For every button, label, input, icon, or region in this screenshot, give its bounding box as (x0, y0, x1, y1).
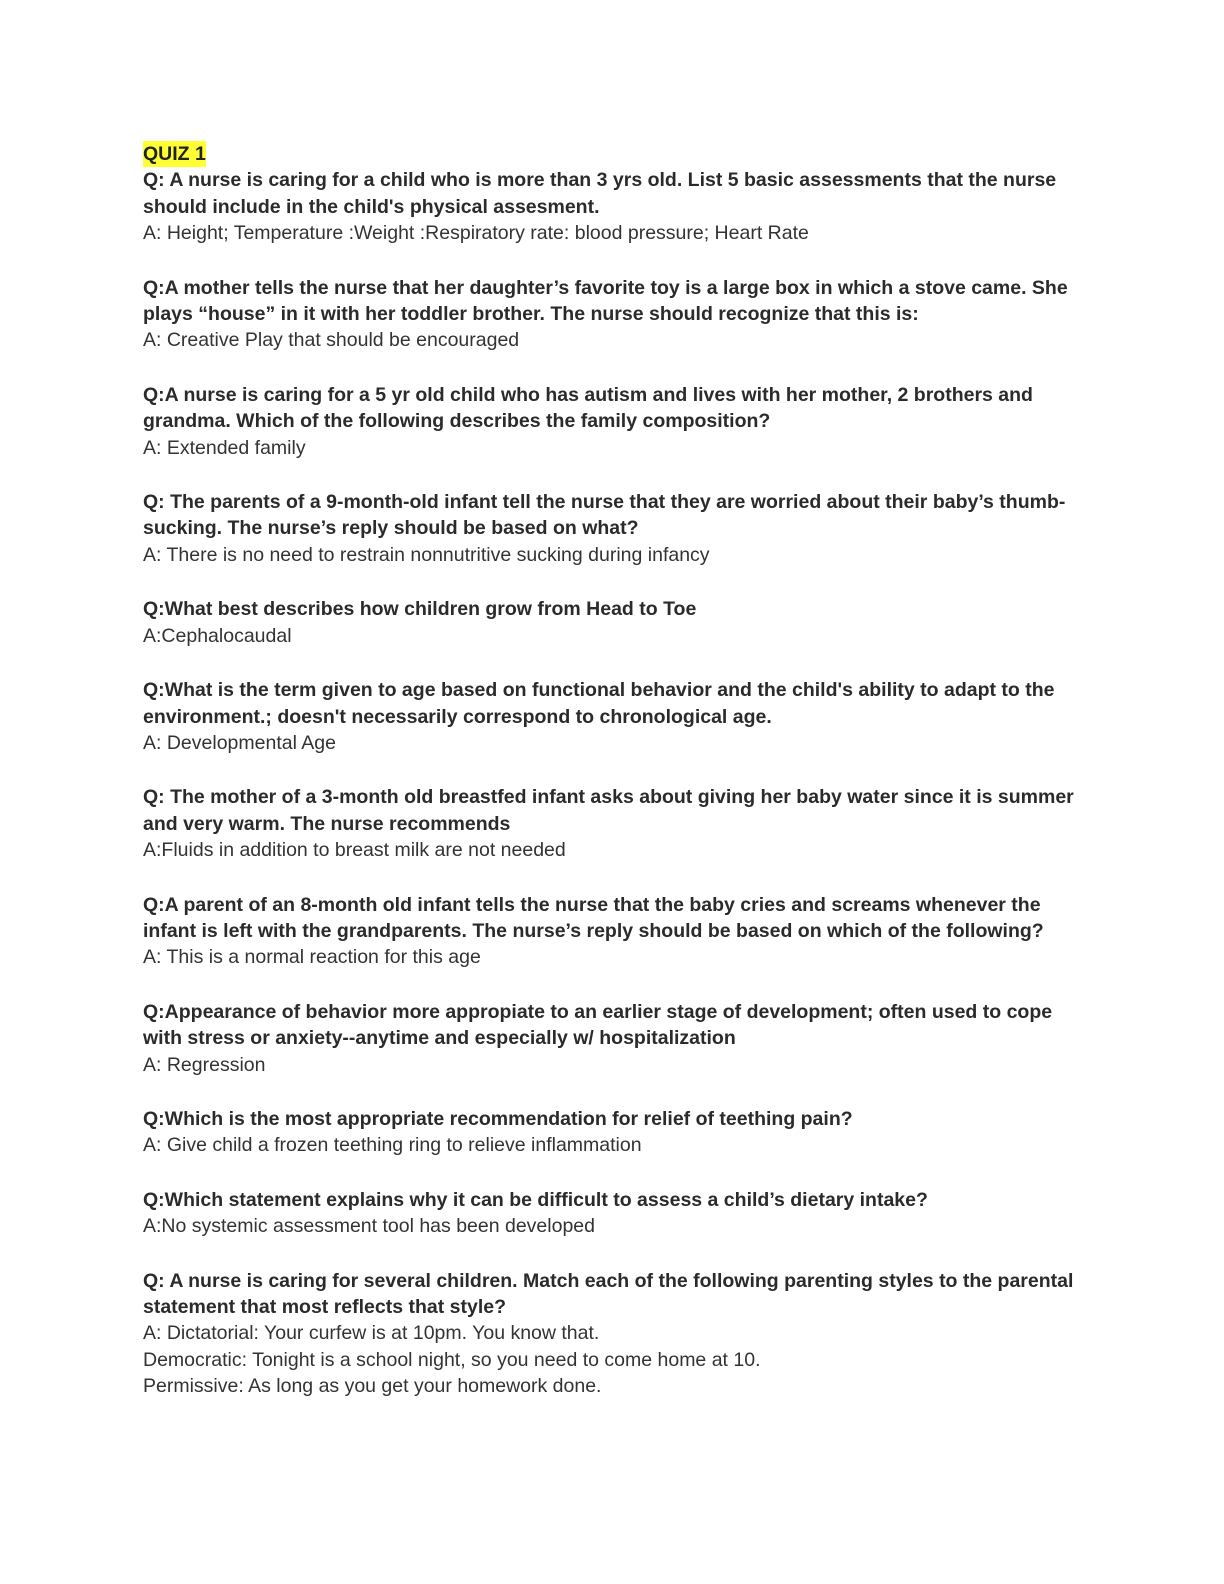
qa-item-6 (143, 677, 1083, 756)
question-text: Q:A mother tells the nurse that her daughter’s favorite toy is a large box in which a stove came. She plays “house” in it with her toddler brother. The nurse should recognize that this is: (143, 276, 1068, 326)
answer-text: A: Extended family (143, 436, 306, 459)
question-text: Q:Which is the most appropriate recommendation for relief of teething pain? (143, 1107, 853, 1130)
quiz-title-highlight: QUIZ 1 (143, 141, 206, 167)
question-text: Q:Which statement explains why it can be difficult to assess a child’s dietary intake? (143, 1188, 928, 1211)
question-text: Q:Appearance of behavior more appropiate to an earlier stage of development; often used to cope with stress or anxiety--anytime and especially w/ hospitalization (143, 1000, 1053, 1050)
qa-item-8 (143, 892, 1083, 971)
qa-item-5 (143, 596, 1083, 649)
answer-text: A: Creative Play that should be encouraged (143, 329, 520, 352)
qa-item-11 (143, 1187, 1083, 1240)
answer-text: A: Height; Temperature :Weight :Respiratory rate: blood pressure; Heart Rate (143, 222, 809, 245)
question-text: Q:What is the term given to age based on functional behavior and the child's ability to adapt to the environment.; doesn't necessarily correspond to chronological age. (143, 679, 1055, 728)
question-text: Q: The mother of a 3-month old breastfed infant asks about giving her baby water since it is summer and very warm. The nurse recommends (143, 786, 1074, 835)
answer-text: A: Regression (143, 1053, 266, 1076)
quiz-title (143, 141, 1083, 167)
question-text: Q:What best describes how children grow from Head to Toe (143, 598, 697, 621)
answer-text: A: Developmental Age (143, 731, 336, 754)
answer-text: A: There is no need to restrain nonnutritive sucking during infancy (143, 543, 710, 566)
question-text: Q: A nurse is caring for a child who is more than 3 yrs old. List 5 basic assessments that the nurse should include in the child's physical assesment. (143, 169, 1057, 218)
qa-item-1 (143, 167, 1083, 246)
question-text: Q: A nurse is caring for several children. Match each of the following parenting styles to the parental statement that most reflects that style? (143, 1269, 1074, 1318)
qa-item-12 (143, 1268, 1083, 1400)
qa-item-4 (143, 489, 1083, 568)
question-text: Q:A nurse is caring for a 5 yr old child who has autism and lives with her mother, 2 brothers and grandma. Which of the following describes the family composition? (143, 383, 1033, 433)
question-text: Q: The parents of a 9-month-old infant tell the nurse that they are worried about their baby’s thumb-sucking. The nurse’s reply should be based on what? (143, 491, 1066, 540)
answer-text-line-2: Democratic: Tonight is a school night, so you need to come home at 10. (143, 1348, 761, 1371)
answer-text: A: This is a normal reaction for this age (143, 946, 481, 969)
answer-text: A: Dictatorial: Your curfew is at 10pm. You know that. (143, 1322, 600, 1345)
qa-item-3 (143, 382, 1083, 461)
answer-text: A:Cephalocaudal (143, 624, 292, 647)
qa-item-10 (143, 1106, 1083, 1159)
qa-item-7 (143, 784, 1083, 863)
qa-item-9 (143, 999, 1083, 1078)
answer-text-line-3: Permissive: As long as you get your homework done. (143, 1375, 602, 1398)
qa-item-2 (143, 275, 1083, 354)
answer-text: A:No systemic assessment tool has been developed (143, 1215, 595, 1238)
answer-text: A:Fluids in addition to breast milk are not needed (143, 839, 566, 862)
answer-text: A: Give child a frozen teething ring to relieve inflammation (143, 1134, 642, 1157)
document-page (143, 141, 1083, 1400)
question-text: Q:A parent of an 8-month old infant tells the nurse that the baby cries and screams whenever the infant is left with the grandparents. The nurse’s reply should be based on which of the following? (143, 893, 1044, 942)
